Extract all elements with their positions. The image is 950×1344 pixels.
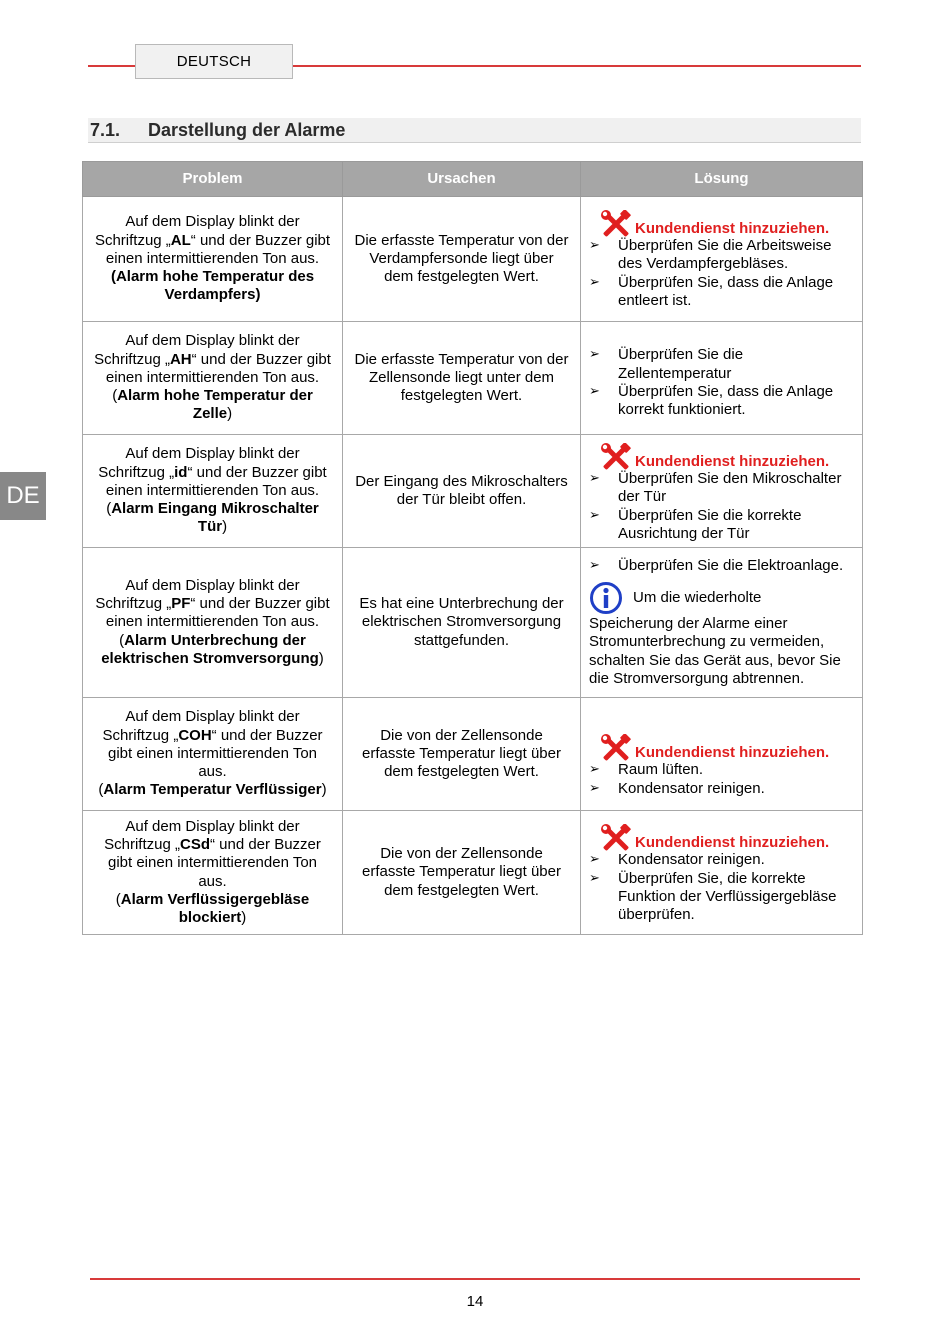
problem-cell [83, 698, 343, 811]
service-text: Kundendienst hinzuziehen. [635, 452, 830, 470]
service-notice [601, 210, 856, 238]
list-item: ➢ Überprüfen Sie den Mikroschalter der Tür [589, 470, 856, 507]
alarm-name: Alarm Eingang Mikroschalter Tür [111, 500, 319, 536]
alarm-paren: ( [110, 268, 116, 286]
wrench-screwdriver-icon [601, 734, 631, 762]
alarm-paren: ) [321, 781, 327, 799]
cause-cell: Es hat eine Unterbrechung der elektrischen Stromversorgung stattgefunden. [343, 548, 581, 698]
info-notice [589, 581, 856, 615]
solution-list [589, 851, 856, 924]
solution-list [589, 557, 856, 575]
solution-content [589, 820, 856, 924]
alarm-paren: ) [255, 286, 261, 304]
alarm-name: Alarm hohe Temperatur der Zelle [117, 387, 313, 423]
solution-cell [581, 435, 863, 548]
wrench-screwdriver-icon [601, 824, 631, 852]
list-item: ➢ Kondensator reinigen. [589, 780, 856, 798]
language-side-tab [0, 472, 46, 520]
solution-list [589, 470, 856, 543]
problem-text: Auf dem Display blinkt der Schriftzug „ [94, 213, 300, 249]
solution-cell [581, 322, 863, 435]
list-item: ➢ Überprüfen Sie die Elektroanlage. [589, 557, 856, 575]
list-item: ➢ Überprüfen Sie, die korrekte Funktion der Verflüssigergebläse überprüfen. [589, 870, 856, 925]
alarm-code: AH [169, 350, 192, 368]
list-item: ➢ Überprüfen Sie, dass die Anlage korrekt funktioniert. [589, 383, 856, 420]
service-text: Kundendienst hinzuziehen. [635, 834, 830, 852]
problem-cell [83, 197, 343, 322]
problem-text: Auf dem Display blinkt der Schriftzug „ [98, 445, 300, 481]
list-item: ➢ Überprüfen Sie, dass die Anlage entleert ist. [589, 274, 856, 311]
list-item: ➢ Überprüfen Sie die korrekte Ausrichtung der Tür [589, 507, 856, 544]
alarm-paren: ( [115, 890, 121, 908]
problem-text: Auf dem Display blinkt der Schriftzug „ [95, 576, 300, 613]
list-item: ➢ Kondensator reinigen. [589, 851, 856, 869]
problem-text: “ und der Buzzer gibt einen intermittierenden Ton aus. [105, 595, 330, 631]
table-row [83, 322, 863, 435]
footer-rule [90, 1278, 860, 1280]
cause-cell: Die erfasste Temperatur von der Zellensonde liegt unter dem festgelegten Wert. [343, 322, 581, 435]
alarm-paren: ) [241, 909, 247, 927]
problem-cell [83, 435, 343, 548]
solution-list [589, 346, 856, 419]
table-row [83, 811, 863, 935]
section-heading [88, 118, 861, 143]
alarm-table [82, 161, 863, 935]
list-item: ➢ Überprüfen Sie die Zellentemperatur [589, 346, 856, 383]
table-row [83, 435, 863, 548]
alarm-code: id [174, 463, 188, 481]
alarm-paren: ) [227, 405, 233, 423]
alarm-paren: ( [98, 781, 104, 799]
page-number: 14 [466, 1293, 484, 1310]
list-item: ➢ Überprüfen Sie die Arbeitsweise des Verdampfergebläses. [589, 237, 856, 274]
solution-cell [581, 811, 863, 935]
wrench-screwdriver-icon [601, 443, 631, 471]
table-row [83, 698, 863, 811]
solution-cell [581, 698, 863, 811]
alarm-name: Alarm Temperatur Verflüssiger [103, 781, 322, 799]
problem-cell [83, 811, 343, 935]
alarm-paren: ( [106, 500, 112, 518]
section-number: 7.1. [90, 119, 121, 140]
solution-cell [581, 548, 863, 698]
alarm-paren: ) [318, 649, 324, 667]
alarm-code: COH [178, 726, 212, 744]
alarm-paren: ) [222, 518, 228, 536]
alarm-paren: ( [119, 631, 125, 649]
alarm-code: AL [170, 231, 191, 249]
problem-text: “ und der Buzzer gibt einen intermittierenden Ton aus. [105, 463, 327, 499]
problem-text: Auf dem Display blinkt der Schriftzug „ [94, 332, 300, 368]
info-text-continued: Speicherung der Alarme einer Stromunterbrechung zu vermeiden, schalten Sie das Gerät aus, bevor Sie die Stromversorgung abtrennen. [589, 615, 841, 687]
alarm-code: PF [171, 595, 191, 613]
solution-content [589, 439, 856, 543]
column-header-solution: Lösung [581, 162, 863, 197]
cause-cell: Die von der Zellensonde erfasste Temperatur liegt über dem festgelegten Wert. [343, 698, 581, 811]
table-row [83, 197, 863, 322]
cause-cell: Die von der Zellensonde erfasste Temperatur liegt über dem festgelegten Wert. [343, 811, 581, 935]
problem-cell [83, 548, 343, 698]
problem-text: “ und der Buzzer gibt einen intermittierenden Ton aus. [107, 835, 321, 890]
column-header-problem: Problem [83, 162, 343, 197]
alarm-name: Alarm Verflüssigergebläse blockiert [120, 890, 310, 927]
problem-text: “ und der Buzzer gibt einen intermittierenden Ton aus. [107, 726, 323, 781]
problem-cell [83, 322, 343, 435]
side-tab-label: DE [6, 482, 40, 509]
section-title: Darstellung der Alarme [148, 119, 346, 140]
solution-content [589, 208, 856, 310]
solution-cell [581, 197, 863, 322]
column-header-cause: Ursachen [343, 162, 581, 197]
language-label: DEUTSCH [176, 53, 252, 70]
solution-content [589, 336, 856, 419]
problem-text: “ und der Buzzer gibt einen intermittierenden Ton aus. [105, 231, 331, 267]
problem-text: Auf dem Display blinkt der Schriftzug „ [104, 817, 300, 853]
info-icon [589, 581, 623, 615]
alarm-code: CSd [179, 835, 210, 853]
language-tab [135, 44, 293, 79]
solution-content [589, 557, 856, 688]
service-notice [601, 443, 856, 471]
alarm-name: Alarm Unterbrechung der elektrischen Stromversorgung [101, 631, 319, 667]
problem-text: Auf dem Display blinkt der Schriftzug „ [102, 708, 300, 744]
table-row [83, 548, 863, 698]
wrench-screwdriver-icon [601, 210, 631, 238]
alarm-paren: ( [112, 387, 118, 405]
service-notice [601, 734, 856, 762]
solution-list [589, 761, 856, 798]
table-header-row [83, 162, 863, 197]
solution-content [589, 710, 856, 798]
cause-cell: Die erfasste Temperatur von der Verdampfersonde liegt über dem festgelegten Wert. [343, 197, 581, 322]
service-text: Kundendienst hinzuziehen. [635, 219, 830, 237]
solution-list [589, 237, 856, 310]
alarm-name: Alarm hohe Temperatur des Verdampfers [115, 268, 315, 304]
service-text: Kundendienst hinzuziehen. [635, 743, 830, 761]
info-text: Um die wiederholte [633, 588, 762, 606]
problem-text: “ und der Buzzer gibt einen intermittierenden Ton aus. [105, 350, 331, 386]
service-notice [601, 824, 856, 852]
list-item: ➢ Raum lüften. [589, 761, 856, 779]
cause-cell: Der Eingang des Mikroschalters der Tür bleibt offen. [343, 435, 581, 548]
